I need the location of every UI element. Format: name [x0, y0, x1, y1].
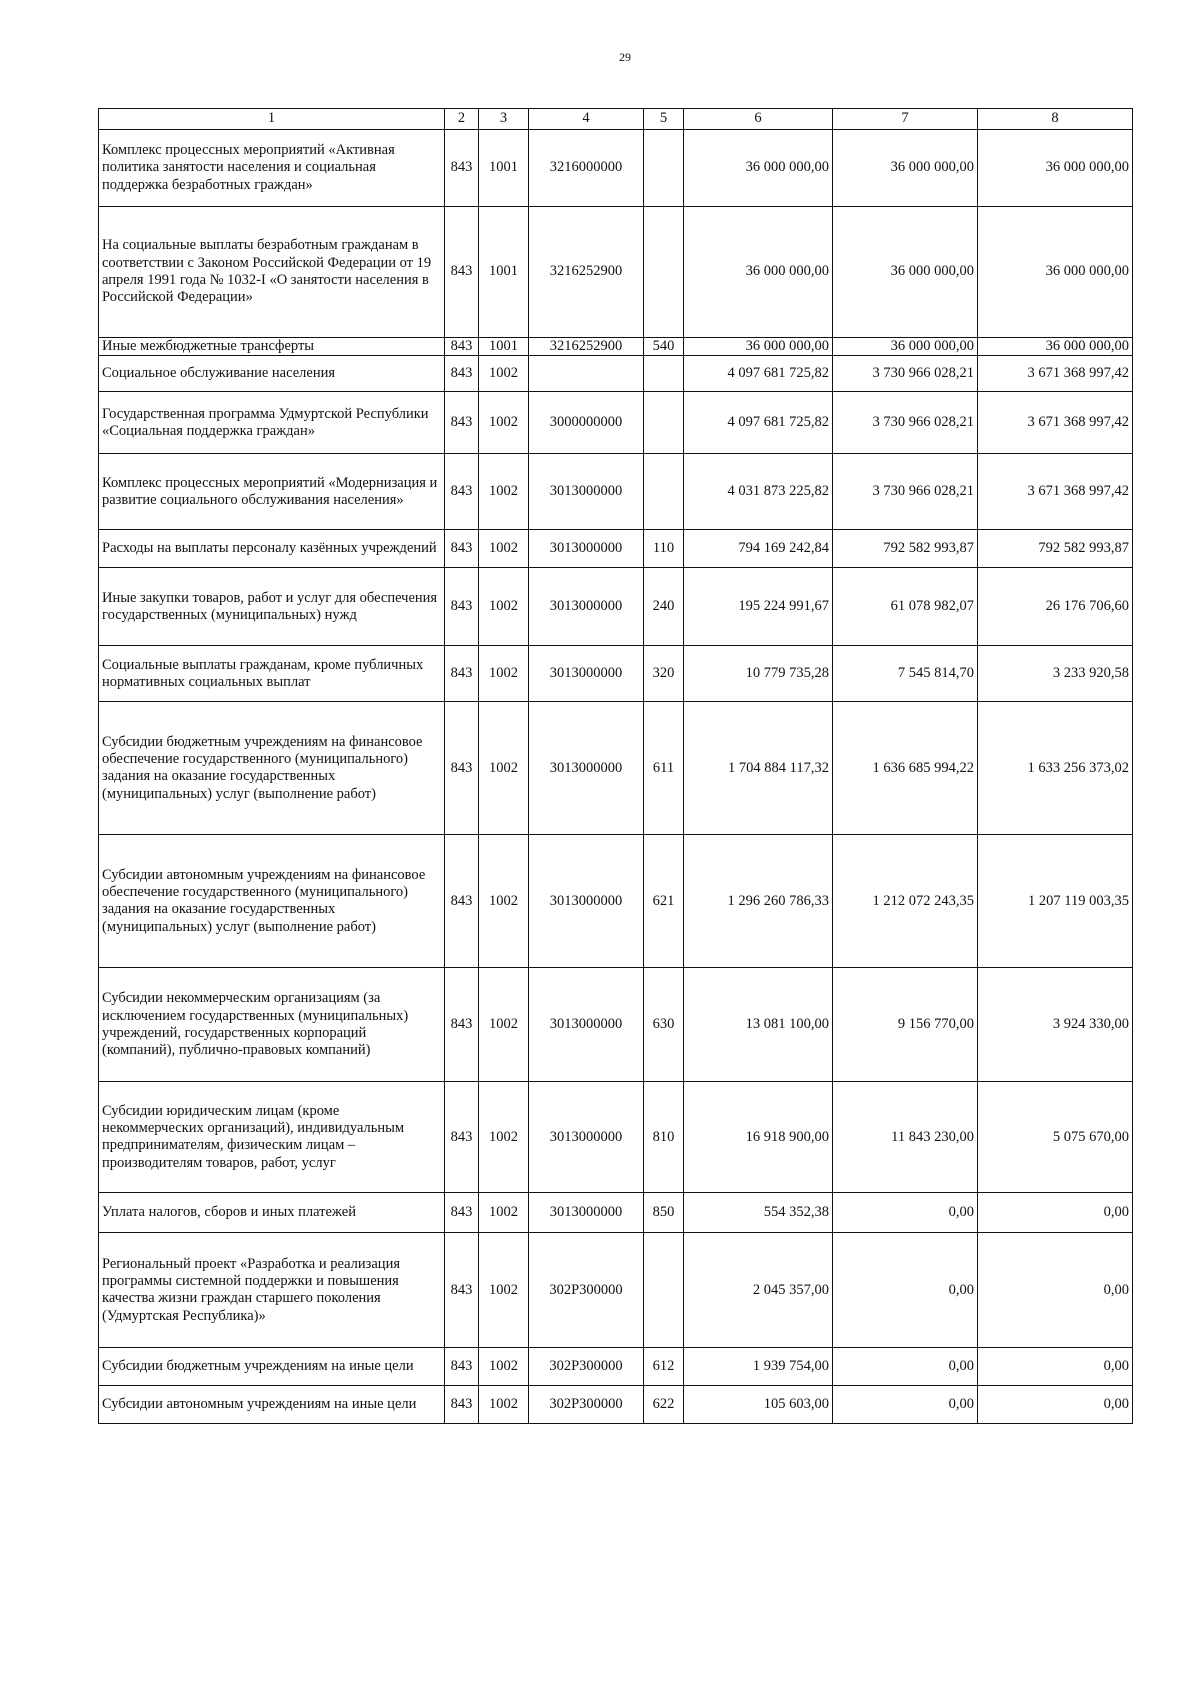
row-cell-7: 36 000 000,00 [833, 130, 978, 207]
row-cell-7: 9 156 770,00 [833, 968, 978, 1082]
column-header: 7 [833, 109, 978, 130]
row-cell-8: 1 633 256 373,02 [978, 702, 1133, 835]
row-cell-7: 61 078 982,07 [833, 568, 978, 646]
table-row [99, 702, 1133, 835]
row-cell-4: 3000000000 [529, 392, 644, 454]
row-cell-2: 843 [445, 1082, 479, 1193]
row-cell-4: 3013000000 [529, 835, 644, 968]
table-row [99, 1348, 1133, 1386]
table-row [99, 530, 1133, 568]
row-cell-2: 843 [445, 530, 479, 568]
row-cell-3: 1001 [479, 130, 529, 207]
row-cell-7: 0,00 [833, 1233, 978, 1348]
row-cell-7: 792 582 993,87 [833, 530, 978, 568]
row-cell-4: 302P300000 [529, 1348, 644, 1386]
row-cell-3: 1002 [479, 1082, 529, 1193]
row-cell-4: 3013000000 [529, 568, 644, 646]
row-cell-2: 843 [445, 356, 479, 392]
row-cell-6: 36 000 000,00 [684, 338, 833, 356]
row-name-cell: Социальное обслуживание населения [99, 356, 445, 392]
row-cell-5: 810 [644, 1082, 684, 1193]
row-cell-8: 26 176 706,60 [978, 568, 1133, 646]
row-name-cell: Уплата налогов, сборов и иных платежей [99, 1193, 445, 1233]
row-cell-8: 0,00 [978, 1193, 1133, 1233]
row-cell-8: 1 207 119 003,35 [978, 835, 1133, 968]
row-cell-3: 1002 [479, 454, 529, 530]
row-cell-4 [529, 356, 644, 392]
table-row [99, 130, 1133, 207]
row-cell-3: 1002 [479, 702, 529, 835]
row-cell-2: 843 [445, 835, 479, 968]
row-cell-3: 1002 [479, 968, 529, 1082]
row-name-cell: На социальные выплаты безработным гражданам в соответствии с Законом Российской Федерации от 19 апреля 1991 года № 1032-I «О занятости населения в Российской Федерации» [99, 207, 445, 338]
row-cell-4: 3013000000 [529, 530, 644, 568]
row-cell-2: 843 [445, 454, 479, 530]
row-cell-7: 0,00 [833, 1348, 978, 1386]
column-header: 2 [445, 109, 479, 130]
row-cell-8: 3 671 368 997,42 [978, 392, 1133, 454]
row-cell-8: 3 671 368 997,42 [978, 356, 1133, 392]
row-cell-2: 843 [445, 1348, 479, 1386]
row-cell-5 [644, 1233, 684, 1348]
row-cell-5 [644, 392, 684, 454]
row-cell-7: 3 730 966 028,21 [833, 454, 978, 530]
row-cell-7: 36 000 000,00 [833, 207, 978, 338]
row-cell-3: 1002 [479, 568, 529, 646]
row-cell-6: 195 224 991,67 [684, 568, 833, 646]
row-cell-6: 794 169 242,84 [684, 530, 833, 568]
row-cell-5 [644, 356, 684, 392]
row-cell-4: 302P300000 [529, 1386, 644, 1424]
row-cell-4: 3013000000 [529, 454, 644, 530]
row-name-cell: Иные межбюджетные трансферты [99, 338, 445, 356]
row-cell-5: 320 [644, 646, 684, 702]
row-name-cell: Субсидии автономным учреждениям на иные цели [99, 1386, 445, 1424]
table-row [99, 1233, 1133, 1348]
row-cell-8: 3 671 368 997,42 [978, 454, 1133, 530]
column-header-row [99, 109, 1133, 130]
row-cell-8: 0,00 [978, 1386, 1133, 1424]
row-cell-8: 0,00 [978, 1348, 1133, 1386]
row-cell-8: 792 582 993,87 [978, 530, 1133, 568]
row-cell-6: 36 000 000,00 [684, 207, 833, 338]
row-cell-5: 612 [644, 1348, 684, 1386]
row-cell-5 [644, 130, 684, 207]
row-cell-5 [644, 207, 684, 338]
table-row [99, 835, 1133, 968]
row-cell-7: 0,00 [833, 1386, 978, 1424]
row-cell-4: 3013000000 [529, 646, 644, 702]
row-cell-6: 1 939 754,00 [684, 1348, 833, 1386]
row-cell-3: 1002 [479, 530, 529, 568]
row-cell-7: 0,00 [833, 1193, 978, 1233]
row-cell-8: 0,00 [978, 1233, 1133, 1348]
row-name-cell: Субсидии бюджетным учреждениям на иные цели [99, 1348, 445, 1386]
column-header: 5 [644, 109, 684, 130]
row-cell-2: 843 [445, 207, 479, 338]
row-name-cell: Государственная программа Удмуртской Республики «Социальная поддержка граждан» [99, 392, 445, 454]
row-cell-7: 3 730 966 028,21 [833, 356, 978, 392]
row-cell-3: 1001 [479, 338, 529, 356]
row-cell-5: 110 [644, 530, 684, 568]
row-cell-6: 13 081 100,00 [684, 968, 833, 1082]
row-cell-2: 843 [445, 130, 479, 207]
row-cell-2: 843 [445, 1233, 479, 1348]
row-cell-8: 3 233 920,58 [978, 646, 1133, 702]
row-cell-2: 843 [445, 968, 479, 1082]
row-cell-7: 7 545 814,70 [833, 646, 978, 702]
table-row [99, 207, 1133, 338]
row-name-cell: Субсидии некоммерческим организациям (за исключением государственных (муниципальных) учреждений, государственных корпораций (компаний), публично-правовых компаний) [99, 968, 445, 1082]
row-cell-3: 1002 [479, 1233, 529, 1348]
row-cell-7: 1 636 685 994,22 [833, 702, 978, 835]
row-cell-8: 36 000 000,00 [978, 207, 1133, 338]
column-header: 6 [684, 109, 833, 130]
row-cell-7: 3 730 966 028,21 [833, 392, 978, 454]
row-cell-6: 1 296 260 786,33 [684, 835, 833, 968]
row-cell-4: 3013000000 [529, 968, 644, 1082]
row-cell-3: 1002 [479, 1348, 529, 1386]
table-row [99, 392, 1133, 454]
row-cell-4: 3216252900 [529, 338, 644, 356]
row-cell-6: 554 352,38 [684, 1193, 833, 1233]
row-cell-6: 16 918 900,00 [684, 1082, 833, 1193]
row-name-cell: Субсидии автономным учреждениям на финансовое обеспечение государственного (муниципального) задания на оказание государственных (муниципальных) услуг (выполнение работ) [99, 835, 445, 968]
row-name-cell: Региональный проект «Разработка и реализация программы системной поддержки и повышения качества жизни граждан старшего поколения (Удмуртская Республика)» [99, 1233, 445, 1348]
column-header: 1 [99, 109, 445, 130]
row-name-cell: Комплекс процессных мероприятий «Активная политика занятости населения и социальная поддержка безработных граждан» [99, 130, 445, 207]
row-cell-2: 843 [445, 702, 479, 835]
row-cell-5: 630 [644, 968, 684, 1082]
row-cell-3: 1002 [479, 835, 529, 968]
row-cell-7: 1 212 072 243,35 [833, 835, 978, 968]
row-cell-5: 240 [644, 568, 684, 646]
row-cell-3: 1002 [479, 646, 529, 702]
row-name-cell: Субсидии бюджетным учреждениям на финансовое обеспечение государственного (муниципального) задания на оказание государственных (муниципальных) услуг (выполнение работ) [99, 702, 445, 835]
row-cell-2: 843 [445, 1386, 479, 1424]
row-cell-3: 1001 [479, 207, 529, 338]
table-row [99, 356, 1133, 392]
row-cell-6: 36 000 000,00 [684, 130, 833, 207]
row-cell-4: 302P300000 [529, 1233, 644, 1348]
row-cell-8: 3 924 330,00 [978, 968, 1133, 1082]
row-cell-5 [644, 454, 684, 530]
page-number: 29 [619, 50, 631, 64]
row-name-cell: Субсидии юридическим лицам (кроме некоммерческих организаций), индивидуальным предпринимателям, физическим лицам – производителям товаров, работ, услуг [99, 1082, 445, 1193]
table-row [99, 646, 1133, 702]
table-row [99, 1082, 1133, 1193]
row-name-cell: Иные закупки товаров, работ и услуг для обеспечения государственных (муниципальных) нужд [99, 568, 445, 646]
column-header: 8 [978, 109, 1133, 130]
row-cell-3: 1002 [479, 356, 529, 392]
row-name-cell: Социальные выплаты гражданам, кроме публичных нормативных социальных выплат [99, 646, 445, 702]
row-cell-6: 10 779 735,28 [684, 646, 833, 702]
row-cell-6: 4 097 681 725,82 [684, 356, 833, 392]
table-row [99, 454, 1133, 530]
row-cell-4: 3013000000 [529, 1193, 644, 1233]
row-cell-2: 843 [445, 392, 479, 454]
table-row [99, 338, 1133, 356]
row-cell-3: 1002 [479, 1193, 529, 1233]
column-header: 4 [529, 109, 644, 130]
table-row [99, 568, 1133, 646]
row-cell-2: 843 [445, 568, 479, 646]
row-cell-6: 4 097 681 725,82 [684, 392, 833, 454]
row-cell-3: 1002 [479, 1386, 529, 1424]
row-cell-5: 540 [644, 338, 684, 356]
row-cell-4: 3013000000 [529, 702, 644, 835]
budget-table [98, 108, 1133, 1424]
row-cell-3: 1002 [479, 392, 529, 454]
row-cell-8: 36 000 000,00 [978, 130, 1133, 207]
row-cell-2: 843 [445, 1193, 479, 1233]
row-cell-4: 3216000000 [529, 130, 644, 207]
row-cell-7: 11 843 230,00 [833, 1082, 978, 1193]
row-cell-5: 622 [644, 1386, 684, 1424]
row-cell-5: 621 [644, 835, 684, 968]
row-name-cell: Комплекс процессных мероприятий «Модернизация и развитие социального обслуживания населения» [99, 454, 445, 530]
row-cell-7: 36 000 000,00 [833, 338, 978, 356]
row-cell-8: 36 000 000,00 [978, 338, 1133, 356]
row-cell-8: 5 075 670,00 [978, 1082, 1133, 1193]
column-header: 3 [479, 109, 529, 130]
row-cell-2: 843 [445, 338, 479, 356]
table-row [99, 968, 1133, 1082]
row-name-cell: Расходы на выплаты персоналу казённых учреждений [99, 530, 445, 568]
row-cell-5: 850 [644, 1193, 684, 1233]
row-cell-4: 3216252900 [529, 207, 644, 338]
row-cell-2: 843 [445, 646, 479, 702]
row-cell-4: 3013000000 [529, 1082, 644, 1193]
row-cell-6: 2 045 357,00 [684, 1233, 833, 1348]
table-row [99, 1386, 1133, 1424]
table-row [99, 1193, 1133, 1233]
row-cell-5: 611 [644, 702, 684, 835]
row-cell-6: 1 704 884 117,32 [684, 702, 833, 835]
row-cell-6: 4 031 873 225,82 [684, 454, 833, 530]
row-cell-6: 105 603,00 [684, 1386, 833, 1424]
